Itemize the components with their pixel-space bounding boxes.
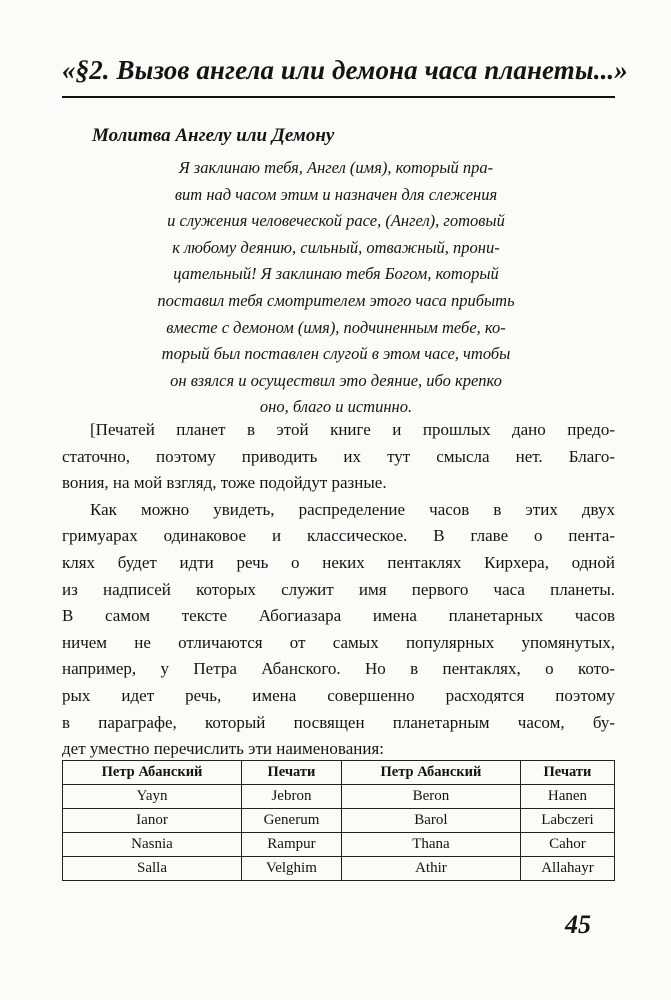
prayer-line: к любому деянию, сильный, отважный, прони-	[172, 237, 500, 257]
body-line: рых идет речь, имена совершенно расходятся поэтому	[62, 685, 615, 705]
prayer-line: Я заклинаю тебя, Ангел (имя), который пра-	[178, 158, 494, 177]
body-line: клях будет идти речь о неких пентаклях Кирхера, одной	[62, 552, 615, 572]
body-text	[62, 417, 615, 763]
body-line: Как можно увидеть, распределение часов в этих двух	[90, 499, 615, 519]
body-line: [Печатей планет в этой книге и прошлых дано предо-	[90, 420, 615, 439]
body-line: статочно, поэтому приводить их тут смысла нет. Благо-	[62, 446, 615, 466]
table-cell: Labczeri	[520, 809, 614, 833]
table-cell: Nasnia	[63, 833, 242, 857]
table-cell: Hanen	[520, 785, 614, 809]
column-header: Петр Абанский	[341, 761, 520, 785]
body-line: вония, на мой взгляд, тоже подойдут разные.	[62, 473, 387, 493]
prayer-line: торый был поставлен слугой в этом часе, чтобы	[161, 344, 511, 364]
table-cell: Allahayr	[520, 857, 614, 881]
prayer-line: цательный! Я заклинаю тебя Богом, который	[173, 264, 499, 284]
body-line: из надписей которых служит имя первого часа планеты.	[62, 579, 615, 599]
planetary-hours-table	[62, 760, 615, 881]
table-cell: Barol	[341, 809, 520, 833]
table-cell: Velghim	[242, 857, 342, 881]
body-line: дет уместно перечислить эти наименования:	[62, 739, 384, 759]
table-row	[63, 785, 615, 809]
body-line: ничем не отличаются от самых популярных упомянутых,	[62, 632, 615, 652]
table-cell: Jebron	[242, 785, 342, 809]
table-cell: Cahor	[520, 833, 614, 857]
column-header: Печати	[520, 761, 614, 785]
body-line: гримуарах одинаковое и классическое. В главе о пента-	[62, 526, 615, 546]
body-line: В самом тексте Абогиазара имена планетарных часов	[62, 606, 615, 626]
table-cell: Beron	[341, 785, 520, 809]
table-cell: Salla	[63, 857, 242, 881]
body-line: например, у Петра Абанского. Но в пентаклях, о кото-	[62, 659, 615, 679]
table-cell: Thana	[341, 833, 520, 857]
table-row	[63, 809, 615, 833]
header-rule	[62, 96, 615, 98]
page-number: 45	[565, 910, 591, 939]
table-cell: Generum	[242, 809, 342, 833]
table-row	[63, 833, 615, 857]
prayer-text	[100, 155, 572, 421]
body-line: в параграфе, который посвящен планетарным часом, бу-	[62, 712, 615, 732]
prayer-line: он взялся и осуществил это деяние, ибо крепко	[170, 370, 502, 390]
column-header: Печати	[242, 761, 342, 785]
prayer-title: Молитва Ангелу или Демону	[92, 125, 335, 146]
prayer-line: оно, благо и истинно.	[259, 397, 413, 417]
table-cell: Athir	[341, 857, 520, 881]
prayer-line: вместе с демоном (имя), подчиненным тебе, ко-	[166, 317, 506, 337]
prayer-line: поставил тебя смотрителем этого часа прибыть	[157, 290, 515, 310]
table-cell: Yayn	[63, 785, 242, 809]
table-header-row	[63, 761, 615, 785]
table-row	[63, 857, 615, 881]
prayer-line: вит над часом этим и назначен для слежения	[174, 184, 498, 204]
running-header: «§2. Вызов ангела или демона часа планеты...»	[62, 55, 628, 85]
table-cell: Ianor	[63, 809, 242, 833]
table-cell: Rampur	[242, 833, 342, 857]
prayer-line: и служения человеческой расе, (Ангел), готовый	[167, 211, 505, 231]
column-header: Петр Абанский	[63, 761, 242, 785]
